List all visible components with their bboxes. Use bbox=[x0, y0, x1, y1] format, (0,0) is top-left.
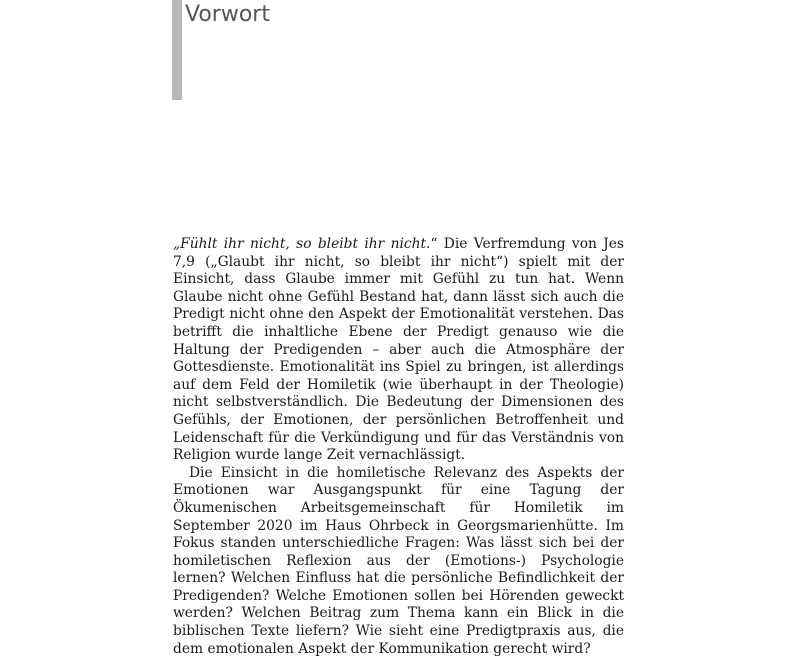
body-text bbox=[173, 236, 624, 658]
paragraph-1 bbox=[173, 236, 624, 465]
paragraph-1-text: “ Die Verfremdung von Jes 7,9 („Glaubt ihr nicht, so bleibt ihr nicht“) spielt mit der Einsicht, dass Glaube immer mit Gefühl zu tun hat. Wenn Glaube nicht ohne Gefühl Bestand hat, dann lässt sich auch die Predigt nicht ohne den Aspekt der Emotionalität verstehen. Das betrifft die inhaltliche Ebene der Predigt genauso wie die Haltung der Predigenden – aber auch die Atmosphäre der Gottesdienste. Emotionalität ins Spiel zu bringen, ist allerdings auf dem Feld der Homiletik (wie überhaupt in der Theologie) nicht selbstverständlich. Die Bedeutung der Dimensionen des Gefühls, der Emotionen, der persönlichen Betroffenheit und Leidenschaft für die Verkündigung und für das Verständnis von Religion wurde lange Zeit vernachlässigt. bbox=[173, 236, 624, 464]
epigraph-quote: „Fühlt ihr nicht, so bleibt ihr nicht. bbox=[173, 236, 431, 252]
chapter-heading-bar bbox=[172, 0, 182, 100]
paragraph-2: Die Einsicht in die homiletische Relevanz des Aspekts der Emotionen war Ausgangspunkt für eine Tagung der Ökumenischen Arbeitsgemeinschaft für Homiletik im September 2020 im Haus Ohrbeck in Georgsmarienhütte. Im Fokus standen unterschiedliche Fragen: Was lässt sich bei der homiletischen Reflexion aus der (Emotions-) Psychologie lernen? Welchen Einfluss hat die persönliche Befindlichkeit der Predigenden? Welche Emotionen sollen bei Hörenden geweckt werden? Welchen Beitrag zum Thema kann ein Blick in die biblischen Texte liefern? Wie sieht eine Predigtpraxis aus, die dem emotionalen Aspekt der Kommunikation gerecht wird? bbox=[173, 464, 624, 657]
chapter-title: Vorwort bbox=[185, 2, 270, 27]
